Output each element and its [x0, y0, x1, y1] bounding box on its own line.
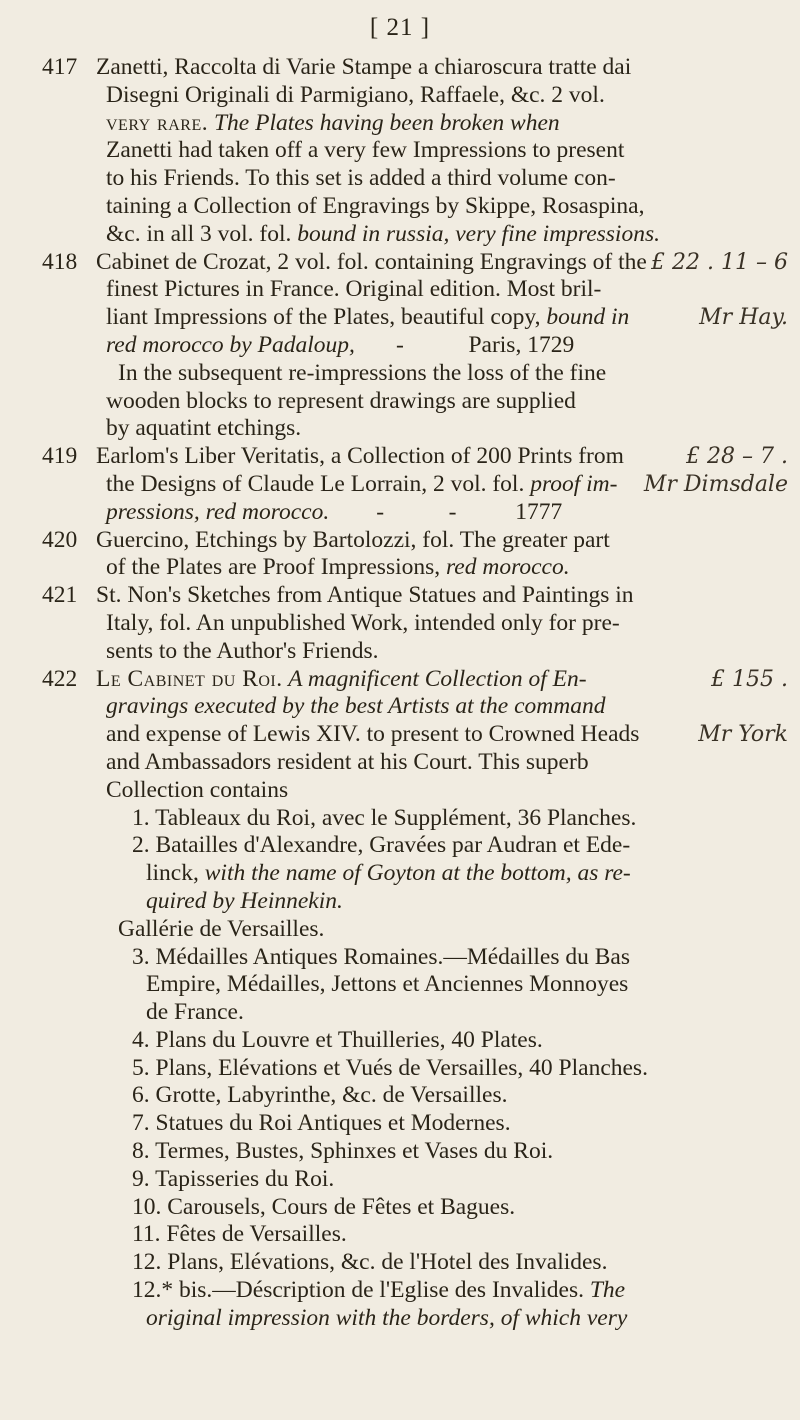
line-text: [106, 554, 570, 582]
italic-text: with the name of Goyton at the bottom, as re-: [198, 860, 631, 887]
text-line: [0, 276, 800, 304]
roman-text: 1. Tableaux du Roi, avec le Supplément, 36 Planches.: [132, 804, 637, 831]
text-line: [0, 193, 800, 221]
roman-text: liant Impressions of the Plates, beautiful copy,: [106, 304, 541, 331]
roman-text: 3. Médailles Antiques Romaines.—Médailles du Bas: [132, 943, 631, 970]
roman-text: finest Pictures in France. Original edition. Most bril-: [106, 276, 602, 303]
roman-text: 11. Fêtes de Versailles.: [132, 1221, 347, 1248]
roman-text: Gallérie de Versailles.: [118, 915, 325, 942]
text-line: [0, 1138, 800, 1166]
text-line: [0, 527, 800, 555]
line-text: [106, 610, 620, 638]
line-text: [106, 749, 589, 777]
italic-text: proof im-: [524, 470, 618, 497]
line-text: [132, 944, 630, 972]
roman-text: and Ambassadors resident at his Court. This superb: [106, 748, 589, 775]
line-text: [132, 1221, 347, 1249]
line-text: [132, 1082, 507, 1110]
text-line: [0, 1082, 800, 1110]
roman-text: &c. in all 3 vol. fol.: [106, 220, 292, 247]
line-text: [96, 443, 624, 471]
text-line: [0, 304, 800, 332]
roman-text: - Paris, 1729: [354, 331, 575, 358]
line-text: [106, 304, 629, 332]
roman-text: the Designs of Claude Le Lorrain, 2 vol. fol.: [106, 470, 525, 497]
roman-text: Collection contains: [106, 776, 289, 803]
text-line: [0, 137, 800, 165]
line-text: [132, 1055, 648, 1083]
roman-text: de France.: [146, 999, 244, 1026]
roman-text: Zanetti had taken off a very few Impressions to present: [106, 137, 625, 164]
italic-text: red morocco.: [440, 554, 570, 581]
text-line: [0, 443, 800, 471]
lot-number: 418: [42, 248, 78, 275]
small-caps-text: Le Cabinet du Roi.: [96, 665, 283, 692]
roman-text: 9. Tapisseries du Roi.: [132, 1165, 335, 1192]
small-caps-text: very rare.: [106, 109, 209, 136]
line-text: [146, 999, 244, 1027]
line-text: [132, 1249, 607, 1277]
handwritten-price-note: £ 28 – 7 .: [686, 444, 788, 470]
line-text: [106, 110, 560, 138]
italic-text: The: [583, 1277, 626, 1304]
text-line: [0, 721, 800, 749]
handwritten-price-note: Mr Dimsdale: [643, 471, 788, 497]
line-text: [132, 1138, 553, 1166]
text-line: [0, 749, 800, 777]
line-text: [106, 82, 605, 110]
italic-text: original impression with the borders, of which very: [146, 1304, 628, 1331]
text-line: [0, 82, 800, 110]
roman-text: Earlom's Liber Veritatis, a Collection of 200 Prints from: [96, 443, 624, 470]
italic-text: red morocco by Padaloup,: [106, 331, 355, 358]
handwritten-price-note: £ 22 . 11 – 6: [651, 249, 788, 275]
roman-text: by aquatint etchings.: [106, 415, 302, 442]
italic-text: The Plates having been broken when: [208, 109, 560, 136]
roman-text: Guercino, Etchings by Bartolozzi, fol. The greater part: [96, 526, 610, 553]
handwritten-price-note: £ 155 .: [711, 666, 788, 692]
text-line: [0, 1249, 800, 1277]
text-line: [0, 554, 800, 582]
line-text: [146, 860, 631, 888]
text-line: [0, 360, 800, 388]
roman-text: of the Plates are Proof Impressions,: [106, 554, 441, 581]
catalogue-entries: [0, 54, 800, 1333]
text-line: [0, 888, 800, 916]
text-line: [0, 110, 800, 138]
text-line: [0, 1277, 800, 1305]
line-text: [132, 832, 630, 860]
text-line: [0, 916, 800, 944]
text-line: [0, 499, 800, 527]
roman-text: 12. Plans, Elévations, &c. de l'Hotel des Invalides.: [132, 1249, 608, 1276]
roman-text: Disegni Originali di Parmigiano, Raffaele, &c. 2 vol.: [106, 81, 605, 108]
line-text: [132, 805, 636, 833]
handwritten-price-note: Mr York: [698, 722, 788, 748]
line-text: [146, 1305, 627, 1333]
lot-number: 422: [42, 665, 78, 692]
roman-text: 5. Plans, Elévations et Vués de Versailles, 40 Planches.: [132, 1054, 648, 1081]
line-text: [132, 1277, 625, 1305]
roman-text: St. Non's Sketches from Antique Statues and Paintings in: [96, 582, 634, 609]
line-text: [106, 388, 576, 416]
text-line: [0, 1221, 800, 1249]
line-text: [118, 360, 606, 388]
text-line: [0, 805, 800, 833]
roman-text: 2. Batailles d'Alexandre, Gravées par Audran et Ede-: [132, 832, 631, 859]
line-text: [96, 249, 647, 277]
roman-text: to his Friends. To this set is added a third volume con-: [106, 165, 616, 192]
text-line: [0, 638, 800, 666]
text-line: [0, 54, 800, 82]
text-line: [0, 1055, 800, 1083]
text-line: [0, 415, 800, 443]
lot-number: 419: [42, 443, 78, 470]
line-text: [132, 1027, 543, 1055]
line-text: [96, 527, 610, 555]
italic-text: bound in: [540, 304, 630, 331]
text-line: [0, 1194, 800, 1222]
text-line: [0, 610, 800, 638]
lot-number: 421: [42, 582, 78, 609]
roman-text: - - 1777: [329, 498, 563, 525]
line-text: [106, 332, 574, 360]
line-text: [146, 971, 628, 999]
page-number: [ 21 ]: [369, 14, 431, 41]
text-line: [0, 471, 800, 499]
text-line: [0, 693, 800, 721]
roman-text: Cabinet de Crozat, 2 vol. fol. containing Engravings of the: [96, 248, 647, 275]
roman-text: 12.* bis.—Déscription de l'Eglise des Invalides.: [132, 1277, 584, 1304]
roman-text: Zanetti, Raccolta di Varie Stampe a chiaroscura tratte dai: [96, 54, 632, 80]
line-text: [106, 693, 606, 721]
line-text: [118, 916, 324, 944]
lot-number: 420: [42, 526, 78, 553]
text-line: [0, 1110, 800, 1138]
text-line: [0, 860, 800, 888]
roman-text: Italy, fol. An unpublished Work, intended only for pre-: [106, 609, 620, 636]
line-text: [96, 582, 634, 610]
text-line: [0, 999, 800, 1027]
roman-text: In the subsequent re-impressions the loss of the fine: [118, 359, 607, 386]
text-line: [0, 777, 800, 805]
italic-text: A magnificent Collection of En-: [282, 665, 587, 692]
roman-text: 6. Grotte, Labyrinthe, &c. de Versailles.: [132, 1082, 508, 1109]
line-text: [146, 888, 343, 916]
roman-text: taining a Collection of Engravings by Skippe, Rosaspina,: [106, 192, 645, 219]
italic-text: quired by Heinnekin.: [146, 887, 343, 914]
roman-text: 8. Termes, Bustes, Sphinxes et Vases du Roi.: [132, 1138, 554, 1165]
text-line: [0, 971, 800, 999]
text-line: [0, 1305, 800, 1333]
text-line: [0, 332, 800, 360]
roman-text: linck,: [146, 860, 199, 887]
line-text: [106, 638, 379, 666]
italic-text: pressions, red morocco.: [106, 498, 330, 525]
line-text: [106, 721, 639, 749]
line-text: [132, 1194, 515, 1222]
line-text: [132, 1110, 511, 1138]
text-line: [0, 944, 800, 972]
text-line: [0, 221, 800, 249]
text-line: [0, 666, 800, 694]
roman-text: 4. Plans du Louvre et Thuilleries, 40 Plates.: [132, 1026, 543, 1053]
text-line: [0, 582, 800, 610]
roman-text: and expense of Lewis XIV. to present to Crowned Heads: [106, 721, 640, 748]
roman-text: 7. Statues du Roi Antiques et Modernes.: [132, 1110, 511, 1137]
text-line: [0, 1166, 800, 1194]
line-text: [132, 1166, 334, 1194]
line-text: [106, 221, 660, 249]
line-text: [106, 137, 624, 165]
line-text: [106, 165, 616, 193]
line-text: [106, 471, 617, 499]
line-text: [106, 193, 644, 221]
text-line: [0, 832, 800, 860]
text-line: [0, 165, 800, 193]
roman-text: sents to the Author's Friends.: [106, 637, 379, 664]
handwritten-price-note: Mr Hay.: [699, 305, 788, 331]
line-text: [106, 415, 301, 443]
roman-text: wooden blocks to represent drawings are supplied: [106, 387, 576, 414]
italic-text: bound in russia, very fine impressions.: [291, 220, 660, 247]
line-text: [96, 666, 587, 694]
line-text: [96, 54, 631, 82]
text-line: [0, 1027, 800, 1055]
lot-number: 417: [42, 54, 78, 80]
roman-text: Empire, Médailles, Jettons et Anciennes Monnoyes: [146, 971, 629, 998]
italic-text: gravings executed by the best Artists at the command: [106, 693, 606, 720]
text-line: [0, 388, 800, 416]
line-text: [106, 777, 288, 805]
line-text: [106, 499, 562, 527]
roman-text: 10. Carousels, Cours de Fêtes et Bagues.: [132, 1193, 516, 1220]
text-line: [0, 249, 800, 277]
line-text: [106, 276, 601, 304]
